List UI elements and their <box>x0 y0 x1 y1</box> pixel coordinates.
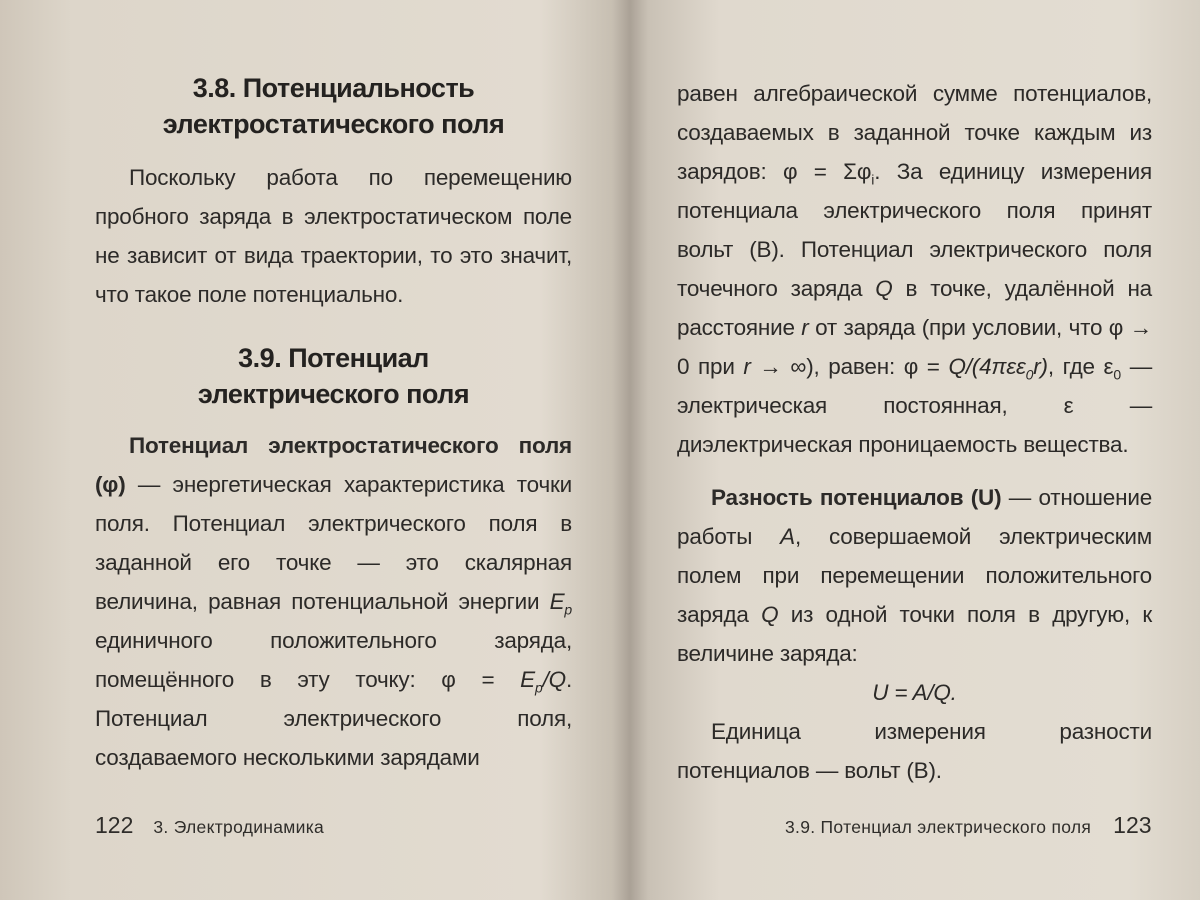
formula-potential: $E_p/Q$ <box>520 667 566 696</box>
formula-point-charge: Q/(4πεε$_0$r) <box>948 354 1048 383</box>
section-3-8-paragraph: Поскольку работа по перемещению пробного заряда в электростатическом поле не зависит от вида траектории, то это значит, что такое поле потенциально. <box>95 165 572 307</box>
potential-difference-paragraph: Разность потенциалов (U) — отношение работы A, совершаемой электрическим полем при перемещении положительного заряда Q из одной точки поля в другую, к величине заряда: <box>677 485 1153 666</box>
running-head-right: 3.9. Потенциал электрического поля <box>785 817 1092 837</box>
right-text-column <box>677 74 1152 790</box>
running-head-left: 3. Электродинамика <box>153 817 325 837</box>
continued-paragraph: равен алгебраической сумме потенциалов, создаваемых в заданной точке каждым из зарядов: $\varphi = \Sigma\varphi_i$. За единицу измерения потенциала электрического поля принят вольт (В). Потенциал электрического поля точечного заряда Q в точке, удалённой на расстояние r от заряда (при условии, что φ → 0 при r → ∞), равен: φ = Q/(4πεε$_0$r), где $\varepsilon_0$ — электрическая постоянная, ε — диэлектрическая проницаемость вещества. <box>677 81 1152 457</box>
formula-potential-difference: U = A/Q. <box>872 680 957 705</box>
left-footer <box>95 812 324 839</box>
section-3-9-paragraph: Потенциал электростатического поля (φ) — энергетическая характеристика точки поля. Потенциал электрического поля в заданной его точке — это скалярная величина, равная потенциальной энергии $E_p$ единичного положительного заряда, помещённого в эту точку: $\varphi = E_p/Q$. Потенциал электрического поля, создаваемого несколькими зарядами <box>95 433 572 770</box>
section-3-8-heading: 3.8. Потенциальность электростатического поля <box>162 73 505 139</box>
left-text-column <box>95 70 572 777</box>
term-potential-difference: Разность потенциалов (U) <box>711 485 1002 510</box>
term-potential: Потенциал электростатического поля (φ) <box>95 433 572 497</box>
page-number-right: 123 <box>1113 812 1152 838</box>
right-page <box>625 0 1200 900</box>
page-number-left: 122 <box>95 812 134 838</box>
right-footer <box>785 812 1152 839</box>
unit-paragraph: Единица измерения разности потенциалов — вольт (В). <box>677 719 1152 783</box>
section-3-9-heading: 3.9. Потенциал электрического поля <box>197 343 470 409</box>
